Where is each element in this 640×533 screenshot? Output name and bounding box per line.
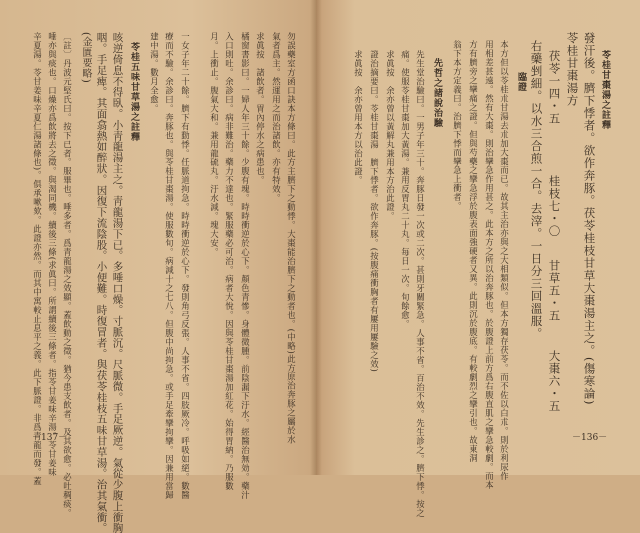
text-column: 氣者爲主。然運用之而治諸飲。亦有特效。	[271, 32, 282, 203]
preparation: 右藥剉細。以水三合煎一合。去滓。一日分三回溫服。	[529, 40, 544, 340]
text-column: 方有臍旁之攣痛之證。但與芍藥之攣急浮於腹表面強硬者又異。此則沉於腹底。有較劇烈之攣引也。故東洞	[468, 40, 479, 463]
note-column: 〔註〕丹波元堅氏曰。按下已者。服畢也。唾多者。爲青龍湯之效顯。蓋飲動之徵。猶今患支飲者。及其欲愈。必吐稠痰。	[62, 32, 73, 518]
clause-column: 咳逆倚息不得臥。小靑龍湯主之。靑龍湯下已。多唾口燥。寸脈沉。尺脈微。手足厥逆。氣從少腹上衝胸	[111, 32, 124, 533]
text-column: 一女子年二十餘。臍下有動悸。任脈道拘急。時時衝逆於心下。發則角弓反張。人事不省。四肢厥冷。呼吸如絕。數醫	[180, 32, 191, 500]
text-column: 療而不驗。余診曰。奔豚也。與苓桂甘棗湯。使服數旬。病減十之七八。但腹中尚拘急。或手足牽攣拘攣。因兼用當歸	[164, 32, 175, 500]
page-number: －136－	[572, 433, 608, 443]
text-column: 證治摘要曰。苓桂甘棗湯 臍下悸者。欲作奔豚。(按腹痛衝胸者有屢用屢驗之效)	[369, 50, 380, 373]
formula-title: 苓桂甘棗湯方	[565, 32, 580, 107]
ingredient: 甘草五・五	[547, 259, 562, 322]
text-column: 勿誤藥室方函口訣本方條曰。此方主臍下之動悸。大棗能治臍下之動者也。(中略)此方原治奔豚之屬於水	[286, 32, 297, 445]
running-head: 苓桂甘棗湯之註釋	[600, 50, 610, 130]
section-heading: 臨證	[516, 72, 526, 92]
clause-column: 發汗後。臍下悸者。欲作奔豚。茯苓桂枝甘草大棗湯主之。(傷寒論)	[582, 32, 597, 406]
text-column: 月。上衝止。腹氣大和。兼用龍硫丸。汙水減。塊大安。	[209, 32, 220, 257]
text-column: 本方但以苓桂朮甘湯去朮加大棗而已。故其主治亦與之大相類似。但本方獨存茯苓。而不佐以白朮。則於利尿作	[499, 40, 510, 481]
ingredient: 大棗六・五	[547, 350, 562, 413]
right-page	[316, 0, 640, 518]
text-column: 入口則吐。余診曰。病非難治。藥力不達也。緊服藥必可治。病者大悅。因與苓桂甘棗湯加紅花。始得胃納。乃服數	[224, 32, 235, 491]
text-column: 用相差甚遠。然有大棗。則治攣急作用甚之。此本方之所以治奔豚也。於腹證上前方爲右腹直肌之攣急較劇。而本	[484, 40, 495, 490]
text-column: 痛。使服苓桂甘棗加大黃湯。兼用反胃丸二十丸。每日一次。旬餘愈。	[400, 50, 411, 329]
ingredient: 茯苓一四・五	[547, 50, 562, 125]
text-column: 建中湯。數月全愈。	[149, 32, 160, 113]
ingredient: 桂枝七・〇	[547, 175, 562, 238]
section-heading: 苓桂五味甘草湯之註釋	[129, 42, 139, 142]
ingredient-list	[548, 50, 560, 413]
text-column: 橘窗書影曰。一婦人年三十餘。少腹有塊。時時衝逆於心下。顏色青慘。身體微腫。前陰漏下汙水。經醫治無効。藥汁	[240, 32, 251, 500]
text-column: 求眞按 余亦曾用本方以治此證。	[353, 50, 364, 185]
text-column: 求眞按 余亦曾以黃解丸兼用本方治此證。	[385, 50, 396, 221]
left-page	[0, 0, 316, 533]
page-number: －137－	[32, 433, 68, 443]
text-column: 先生堂治驗曰。一男子年三十。奔豚日發一次或二次。甚則牙關緊急。人事不省。百治不效。先生診之。臍下悸。按之	[415, 50, 426, 518]
text-column: 翁下本方定義曰。治臍下悸而攣急上衝者。	[452, 40, 463, 211]
section-heading: 先哲之諸說治驗	[432, 58, 442, 128]
book-gutter	[310, 0, 322, 475]
note-column: 唾亦與痰也。口燥亦爲飲將去之徵。與渴同機。續後三條(求眞曰。所謂續後三條者。指苓甘姜味辛湯。苓甘姜味	[47, 32, 58, 477]
note-column: 辛夏湯。苓甘姜味辛夏仁湯諸條也)。俱承嗽欬。此證亦然。而其中寓較止息平之義。此下脈證。非爲青龍而發。蓋	[32, 32, 43, 486]
clause-source: (金匱要略)	[80, 32, 91, 84]
text-column: 求眞按 諸飲者。胃內停水之病患也。	[255, 32, 266, 185]
clause-column: 咽。手足痺。其面翕熱如醉狀。因復下流陰股。小便難。時復冒者。與茯苓桂枝五味甘草湯。治其氣衝。	[95, 32, 108, 533]
